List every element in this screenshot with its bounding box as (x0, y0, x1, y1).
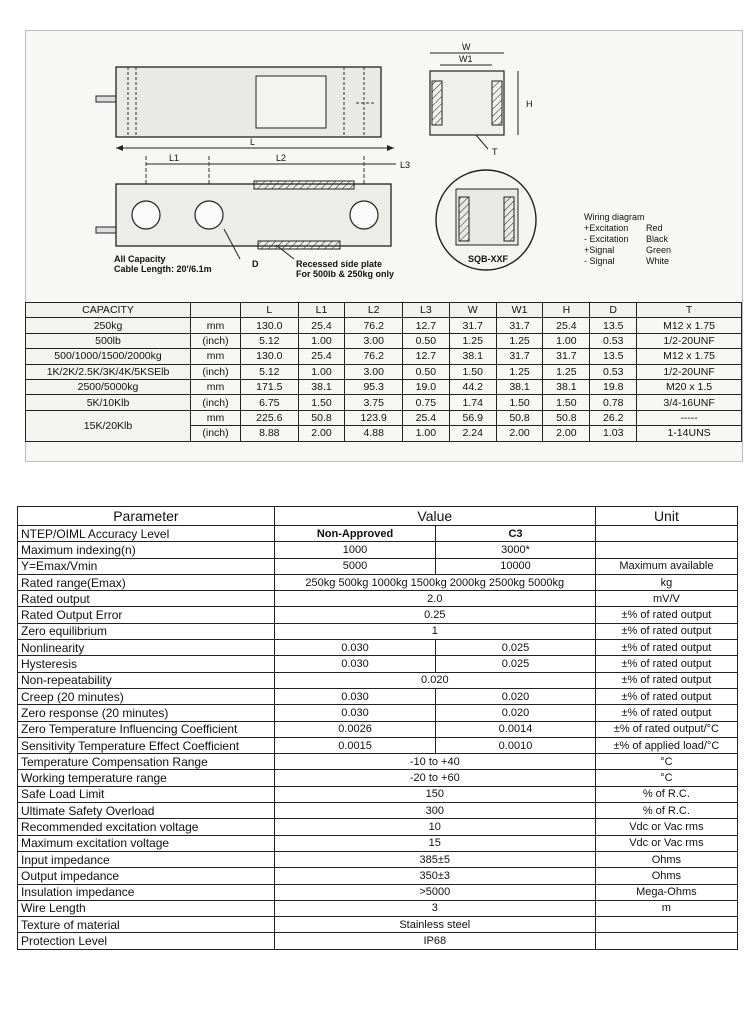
dims-header-cell: L (241, 303, 299, 318)
dims-header-cell: L1 (298, 303, 345, 318)
value-cell: 1.25 (543, 364, 590, 379)
table-row (18, 705, 738, 721)
value-cell: 5.12 (241, 333, 299, 348)
wiring-diagram (584, 212, 671, 266)
wiring-title: Wiring diagram (584, 212, 645, 222)
param-unit: mV/V (595, 591, 737, 607)
param-unit: % of R.C. (595, 786, 737, 802)
param-name: Texture of material (18, 917, 275, 933)
param-name: Rated range(Emax) (18, 574, 275, 590)
model-label: SQB-XXF (468, 254, 509, 264)
value-cell: 13.5 (590, 318, 637, 333)
param-name: Wire Length (18, 900, 275, 916)
value-cell: 171.5 (241, 379, 299, 394)
value-cell: 1.50 (543, 395, 590, 410)
value-cell: 2.00 (298, 426, 345, 441)
table-row (18, 786, 738, 802)
table-row (26, 318, 742, 333)
dims-header-cell: D (590, 303, 637, 318)
param-unit: ±% of applied load/°C (595, 737, 737, 753)
table-row (26, 364, 742, 379)
param-unit: kg (595, 574, 737, 590)
param-name: NTEP/OIML Accuracy Level (18, 526, 275, 542)
value-cell: 225.6 (241, 410, 299, 425)
unit-cell: (inch) (191, 364, 241, 379)
value-cell: ----- (637, 410, 742, 425)
value-cell: 130.0 (241, 318, 299, 333)
table-row (18, 688, 738, 704)
param-name: Sensitivity Temperature Effect Coefficient (18, 737, 275, 753)
capacity-cell: 15K/20Klb (26, 410, 191, 441)
dim-d-label: D (252, 259, 259, 269)
param-value-1: 0.030 (274, 656, 435, 672)
value-cell: 1.25 (449, 333, 496, 348)
table-row (26, 349, 742, 364)
param-value: 300 (274, 803, 595, 819)
dims-header-cell (191, 303, 241, 318)
param-name: Zero equilibrium (18, 623, 275, 639)
value-cell: 1.03 (590, 426, 637, 441)
value-cell: 56.9 (449, 410, 496, 425)
value-cell: 12.7 (402, 318, 449, 333)
param-value: 150 (274, 786, 595, 802)
table-row (18, 656, 738, 672)
value-cell: 0.50 (402, 333, 449, 348)
wiring-signal: +Excitation (584, 223, 629, 233)
param-value-1: 1000 (274, 542, 435, 558)
value-cell: 3/4-16UNF (637, 395, 742, 410)
dims-header-cell: H (543, 303, 590, 318)
value-cell: 50.8 (496, 410, 543, 425)
table-row (26, 379, 742, 394)
value-cell: 25.4 (298, 318, 345, 333)
capacity-cell: 500lb (26, 333, 191, 348)
value-cell: 1.50 (449, 364, 496, 379)
capacity-cell: 250kg (26, 318, 191, 333)
value-cell: 31.7 (496, 349, 543, 364)
dims-header-cell: L2 (345, 303, 403, 318)
wiring-color: White (646, 256, 670, 266)
end-view (430, 42, 533, 157)
param-value: >5000 (274, 884, 595, 900)
wiring-signal: - Signal (584, 256, 615, 266)
value-cell: M20 x 1.5 (637, 379, 742, 394)
dim-h-label: H (526, 99, 533, 109)
value-cell: 31.7 (449, 318, 496, 333)
param-name: Rated output (18, 591, 275, 607)
param-name: Maximum indexing(n) (18, 542, 275, 558)
value-cell: 1.50 (496, 395, 543, 410)
table-row (18, 933, 738, 949)
value-cell: 6.75 (241, 395, 299, 410)
param-name: Recommended excitation voltage (18, 819, 275, 835)
side-view (96, 181, 391, 249)
unit-header: Unit (595, 507, 737, 526)
param-value-1: 0.030 (274, 688, 435, 704)
param-value: 0.25 (274, 607, 595, 623)
param-unit: ±% of rated output (595, 672, 737, 688)
param-name: Zero Temperature Influencing Coefficient (18, 721, 275, 737)
value-cell: 4.88 (345, 426, 403, 441)
dims-header-row (26, 303, 742, 318)
value-cell: 38.1 (543, 379, 590, 394)
param-value: 10 (274, 819, 595, 835)
cable-note-1: All Capacity (114, 254, 166, 264)
value-cell: 25.4 (402, 410, 449, 425)
table-row (18, 900, 738, 916)
param-unit: Ohms (595, 868, 737, 884)
param-name: Safe Load Limit (18, 786, 275, 802)
dim-w1-label: W1 (459, 54, 473, 64)
value-header: Value (274, 507, 595, 526)
value-cell: M12 x 1.75 (637, 349, 742, 364)
value-cell: 3.00 (345, 364, 403, 379)
param-unit: % of R.C. (595, 803, 737, 819)
param-unit: °C (595, 754, 737, 770)
table-row (26, 333, 742, 348)
param-header: Parameter (18, 507, 275, 526)
value-cell: 1.00 (298, 364, 345, 379)
cable-note-2: Cable Length: 20'/6.1m (114, 264, 212, 274)
value-cell: 2.00 (543, 426, 590, 441)
param-value: 0.020 (274, 672, 595, 688)
top-view (96, 67, 381, 137)
param-unit (595, 933, 737, 949)
value-cell: 31.7 (496, 318, 543, 333)
value-cell: 38.1 (449, 349, 496, 364)
value-cell: 26.2 (590, 410, 637, 425)
param-value: -20 to +60 (274, 770, 595, 786)
value-cell: 31.7 (543, 349, 590, 364)
table-row (18, 542, 738, 558)
value-cell: 50.8 (543, 410, 590, 425)
value-cell: 38.1 (298, 379, 345, 394)
param-name: Y=Emax/Vmin (18, 558, 275, 574)
value-cell: 25.4 (298, 349, 345, 364)
params-header-row (18, 507, 738, 526)
value-cell: 1.00 (298, 333, 345, 348)
value-cell: 0.78 (590, 395, 637, 410)
param-value: -10 to +40 (274, 754, 595, 770)
value-cell: 0.50 (402, 364, 449, 379)
table-row (26, 395, 742, 410)
capacity-cell: 500/1000/1500/2000kg (26, 349, 191, 364)
value-cell: 1.00 (543, 333, 590, 348)
table-row (18, 868, 738, 884)
value-cell: 0.53 (590, 364, 637, 379)
table-row (18, 672, 738, 688)
detail-circle (436, 170, 536, 270)
param-value: Stainless steel (274, 917, 595, 933)
table-row (18, 591, 738, 607)
param-name: Protection Level (18, 933, 275, 949)
param-value: 385±5 (274, 851, 595, 867)
param-value-1: 0.0026 (274, 721, 435, 737)
value-cell: 0.75 (402, 395, 449, 410)
dims-header-cell: W1 (496, 303, 543, 318)
value-cell: 1.25 (496, 333, 543, 348)
param-unit: Vdc or Vac rms (595, 835, 737, 851)
value-cell: 1.74 (449, 395, 496, 410)
param-value: 2.0 (274, 591, 595, 607)
param-value-1: 0.0015 (274, 737, 435, 753)
param-value-2: 0.025 (436, 656, 596, 672)
table-row (18, 884, 738, 900)
dim-t-label: T (492, 147, 498, 157)
table-row (18, 770, 738, 786)
parameters-table (17, 506, 738, 950)
unit-cell: mm (191, 349, 241, 364)
param-name: Non-repeatability (18, 672, 275, 688)
value-cell: 123.9 (345, 410, 403, 425)
capacity-cell: 1K/2K/2.5K/3K/4K/5KSElb (26, 364, 191, 379)
value-cell: 19.0 (402, 379, 449, 394)
unit-cell: mm (191, 318, 241, 333)
param-unit: °C (595, 770, 737, 786)
param-value-2: 3000* (436, 542, 596, 558)
load-cell-drawing (26, 31, 742, 303)
param-unit: Ohms (595, 851, 737, 867)
param-unit: m (595, 900, 737, 916)
value-cell: 1-14UNS (637, 426, 742, 441)
capacity-cell: 5K/10Klb (26, 395, 191, 410)
table-row (18, 803, 738, 819)
param-value-2: 10000 (436, 558, 596, 574)
param-name: Maximum excitation voltage (18, 835, 275, 851)
param-unit: ±% of rated output (595, 623, 737, 639)
table-row (18, 640, 738, 656)
param-name: Insulation impedance (18, 884, 275, 900)
value-cell: 1/2-20UNF (637, 364, 742, 379)
unit-cell: mm (191, 379, 241, 394)
param-value-2: 0.0010 (436, 737, 596, 753)
value-cell: 25.4 (543, 318, 590, 333)
value-cell: 8.88 (241, 426, 299, 441)
param-value-1: 0.030 (274, 705, 435, 721)
value-cell: 44.2 (449, 379, 496, 394)
value-cell: 5.12 (241, 364, 299, 379)
param-unit (595, 526, 737, 542)
param-value: 1 (274, 623, 595, 639)
param-name: Working temperature range (18, 770, 275, 786)
value-cell: 1.50 (298, 395, 345, 410)
value-cell: 76.2 (345, 349, 403, 364)
dims-header-cell: CAPACITY (26, 303, 191, 318)
value-cell: M12 x 1.75 (637, 318, 742, 333)
value-cell: 38.1 (496, 379, 543, 394)
param-value: 350±3 (274, 868, 595, 884)
wiring-signal: - Excitation (584, 234, 629, 244)
param-name: Zero response (20 minutes) (18, 705, 275, 721)
value-cell: 3.00 (345, 333, 403, 348)
dim-l1-label: L1 (169, 153, 180, 163)
table-row (18, 526, 738, 542)
value-cell: 76.2 (345, 318, 403, 333)
unit-cell: mm (191, 410, 241, 425)
param-name: Temperature Compensation Range (18, 754, 275, 770)
dim-l-label: L (250, 137, 256, 147)
table-row (18, 623, 738, 639)
value-cell: 50.8 (298, 410, 345, 425)
param-name: Hysteresis (18, 656, 275, 672)
param-unit: ±% of rated output (595, 640, 737, 656)
dim-l3-label: L3 (400, 160, 411, 170)
param-name: Rated Output Error (18, 607, 275, 623)
dimensions-table (25, 302, 742, 442)
param-value-2: 0.020 (436, 688, 596, 704)
table-row (26, 410, 742, 425)
param-name: Output impedance (18, 868, 275, 884)
unit-cell: (inch) (191, 333, 241, 348)
param-unit: ±% of rated output (595, 705, 737, 721)
dims-body (26, 318, 742, 410)
table-row (18, 737, 738, 753)
param-value-1: 5000 (274, 558, 435, 574)
param-name: Input impedance (18, 851, 275, 867)
dim-l2-label: L2 (276, 153, 287, 163)
dim-w-label: W (462, 42, 471, 52)
table-row (18, 558, 738, 574)
param-unit (595, 542, 737, 558)
param-unit (595, 917, 737, 933)
wiring-color: Red (646, 223, 663, 233)
value-cell: 0.53 (590, 333, 637, 348)
table-row (18, 819, 738, 835)
wiring-signal: +Signal (584, 245, 615, 255)
unit-cell: (inch) (191, 395, 241, 410)
param-value-2: 0.020 (436, 705, 596, 721)
param-unit: ±% of rated output (595, 688, 737, 704)
param-value-1: 0.030 (274, 640, 435, 656)
param-unit: Mega-Ohms (595, 884, 737, 900)
param-value-2: 0.0014 (436, 721, 596, 737)
param-value: 250kg 500kg 1000kg 1500kg 2000kg 2500kg 5000kg (274, 574, 595, 590)
capacity-cell: 2500/5000kg (26, 379, 191, 394)
table-row (18, 754, 738, 770)
value-cell: 19.8 (590, 379, 637, 394)
param-value: 3 (274, 900, 595, 916)
param-unit: ±% of rated output (595, 656, 737, 672)
accuracy-c3: C3 (436, 526, 596, 542)
unit-cell: (inch) (191, 426, 241, 441)
value-cell: 2.24 (449, 426, 496, 441)
value-cell: 130.0 (241, 349, 299, 364)
param-unit: ±% of rated output (595, 607, 737, 623)
table-row (18, 835, 738, 851)
value-cell: 2.00 (496, 426, 543, 441)
table-row (18, 917, 738, 933)
param-name: Nonlinearity (18, 640, 275, 656)
table-row (18, 607, 738, 623)
value-cell: 3.75 (345, 395, 403, 410)
param-unit: Vdc or Vac rms (595, 819, 737, 835)
dims-header-cell: T (637, 303, 742, 318)
value-cell: 95.3 (345, 379, 403, 394)
wiring-color: Black (646, 234, 669, 244)
value-cell: 1.25 (496, 364, 543, 379)
table-row (18, 721, 738, 737)
dims-header-cell: W (449, 303, 496, 318)
value-cell: 1.00 (402, 426, 449, 441)
accuracy-non-approved: Non-Approved (274, 526, 435, 542)
table-row (18, 574, 738, 590)
plate-note-2: For 500lb & 250kg only (296, 269, 395, 279)
param-value: 15 (274, 835, 595, 851)
param-name: Ultimate Safety Overload (18, 803, 275, 819)
plate-note-1: Recessed side plate (296, 259, 383, 269)
params-body (18, 542, 738, 949)
dims-header-cell: L3 (402, 303, 449, 318)
param-name: Creep (20 minutes) (18, 688, 275, 704)
wiring-color: Green (646, 245, 672, 255)
param-unit: ±% of rated output/°C (595, 721, 737, 737)
param-value: IP68 (274, 933, 595, 949)
value-cell: 1/2-20UNF (637, 333, 742, 348)
param-value-2: 0.025 (436, 640, 596, 656)
value-cell: 13.5 (590, 349, 637, 364)
table-row (18, 851, 738, 867)
param-unit: Maximum available (595, 558, 737, 574)
value-cell: 12.7 (402, 349, 449, 364)
